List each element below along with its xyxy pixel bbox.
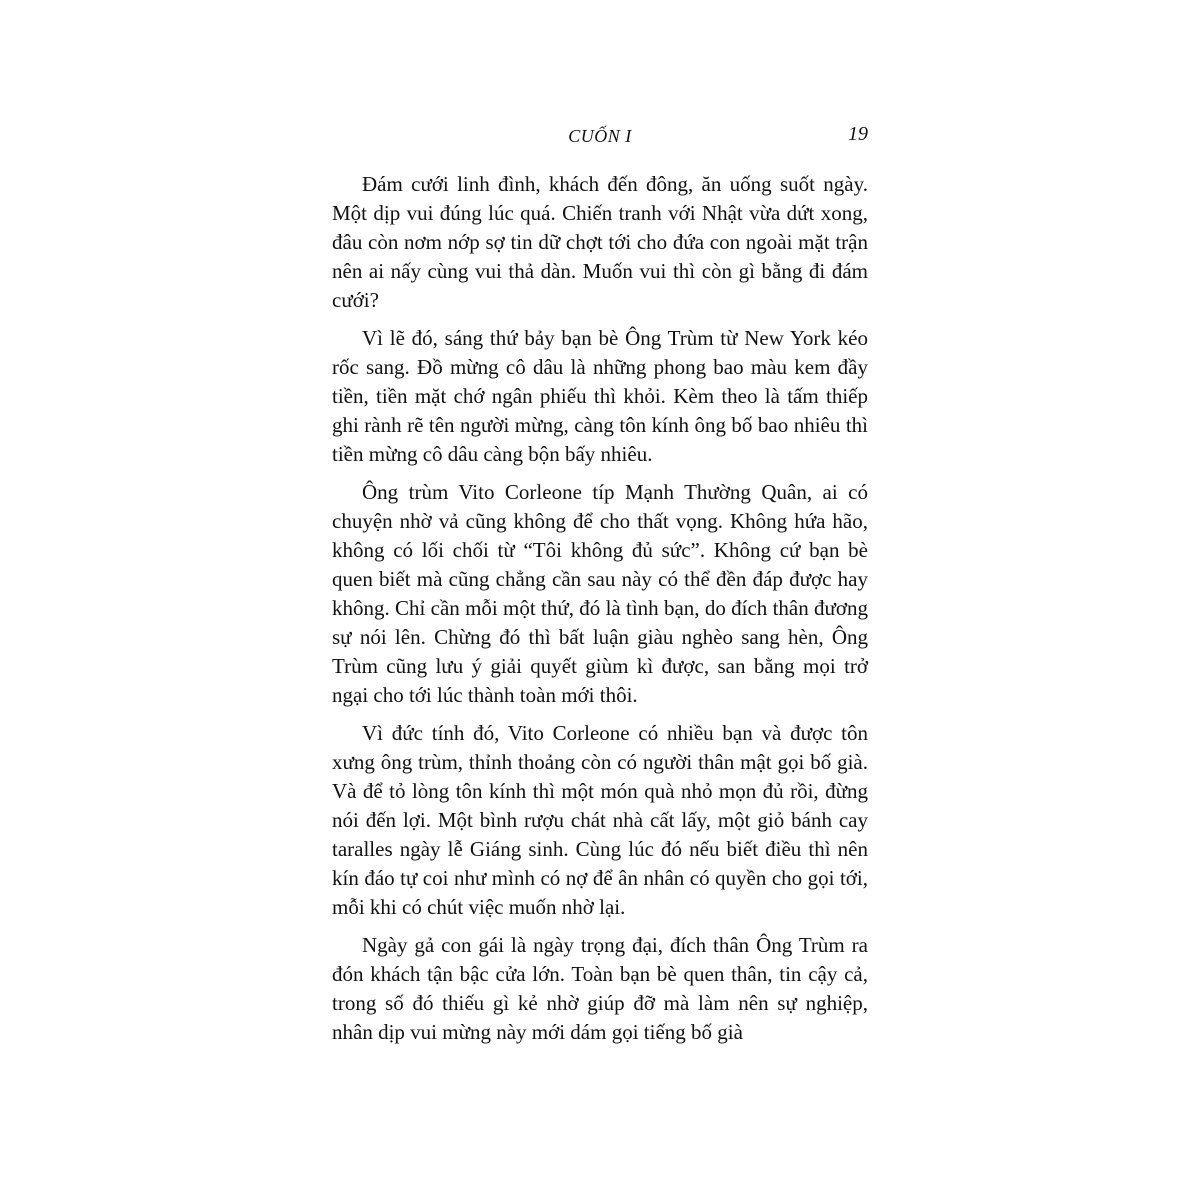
page-number: 19 (848, 123, 868, 145)
body-text (332, 170, 868, 1047)
paragraph: Đám cưới linh đình, khách đến đông, ăn uống suốt ngày. Một dịp vui đúng lúc quá. Chiến tranh với Nhật vừa dứt xong, đâu còn nơm nớp sợ tin dữ chợt tới cho đứa con ngoài mặt trận nên ai nấy cùng vui thả dàn. Muốn vui thì còn gì bằng đi đám cưới? (332, 172, 868, 312)
running-header (332, 118, 868, 154)
paragraph: Vì đức tính đó, Vito Corleone có nhiều bạn và được tôn xưng ông trùm, thỉnh thoảng còn có người thân mật gọi bố già. Và để tỏ lòng tôn kính thì một món quà nhỏ mọn đủ rồi, đừng nói đến lợi. Một bình rượu chát nhà cất lấy, một giỏ bánh cay taralles ngày lễ Giáng sinh. Cùng lúc đó nếu biết điều thì nên kín đáo tự coi như mình có nợ để ân nhân có quyền cho gọi tới, mỗi khi có chút việc muốn nhờ lại. (332, 721, 868, 919)
paragraph: Ngày gả con gái là ngày trọng đại, đích thân Ông Trùm ra đón khách tận bậc cửa lớn. Toàn bạn bè quen thân, tin cậy cả, trong số đó thiếu gì kẻ nhờ giúp đỡ mà làm nên sự nghiệp, nhân dịp vui mừng này mới dám gọi tiếng bố già (332, 933, 868, 1044)
running-title: CUỐN I (568, 126, 632, 146)
paragraph: Ông trùm Vito Corleone típ Mạnh Thường Quân, ai có chuyện nhờ vả cũng không để cho thất vọng. Không hứa hão, không có lối chối từ “Tôi không đủ sức”. Không cứ bạn bè quen biết mà cũng chẳng cần sau này có thể đền đáp được hay không. Chỉ cần mỗi một thứ, đó là tình bạn, do đích thân đương sự nói lên. Chừng đó thì bất luận giàu nghèo sang hèn, Ông Trùm cũng lưu ý giải quyết giùm kì được, san bằng mọi trở ngại cho tới lúc thành toàn mới thôi. (332, 480, 868, 707)
paragraph: Vì lẽ đó, sáng thứ bảy bạn bè Ông Trùm từ New York kéo rốc sang. Đồ mừng cô dâu là những phong bao màu kem đầy tiền, tiền mặt chớ ngân phiếu thì khỏi. Kèm theo là tấm thiếp ghi rành rẽ tên người mừng, càng tôn kính ông bố bao nhiêu thì tiền mừng cô dâu càng bộn bấy nhiêu. (332, 326, 868, 466)
book-page (332, 118, 868, 1044)
